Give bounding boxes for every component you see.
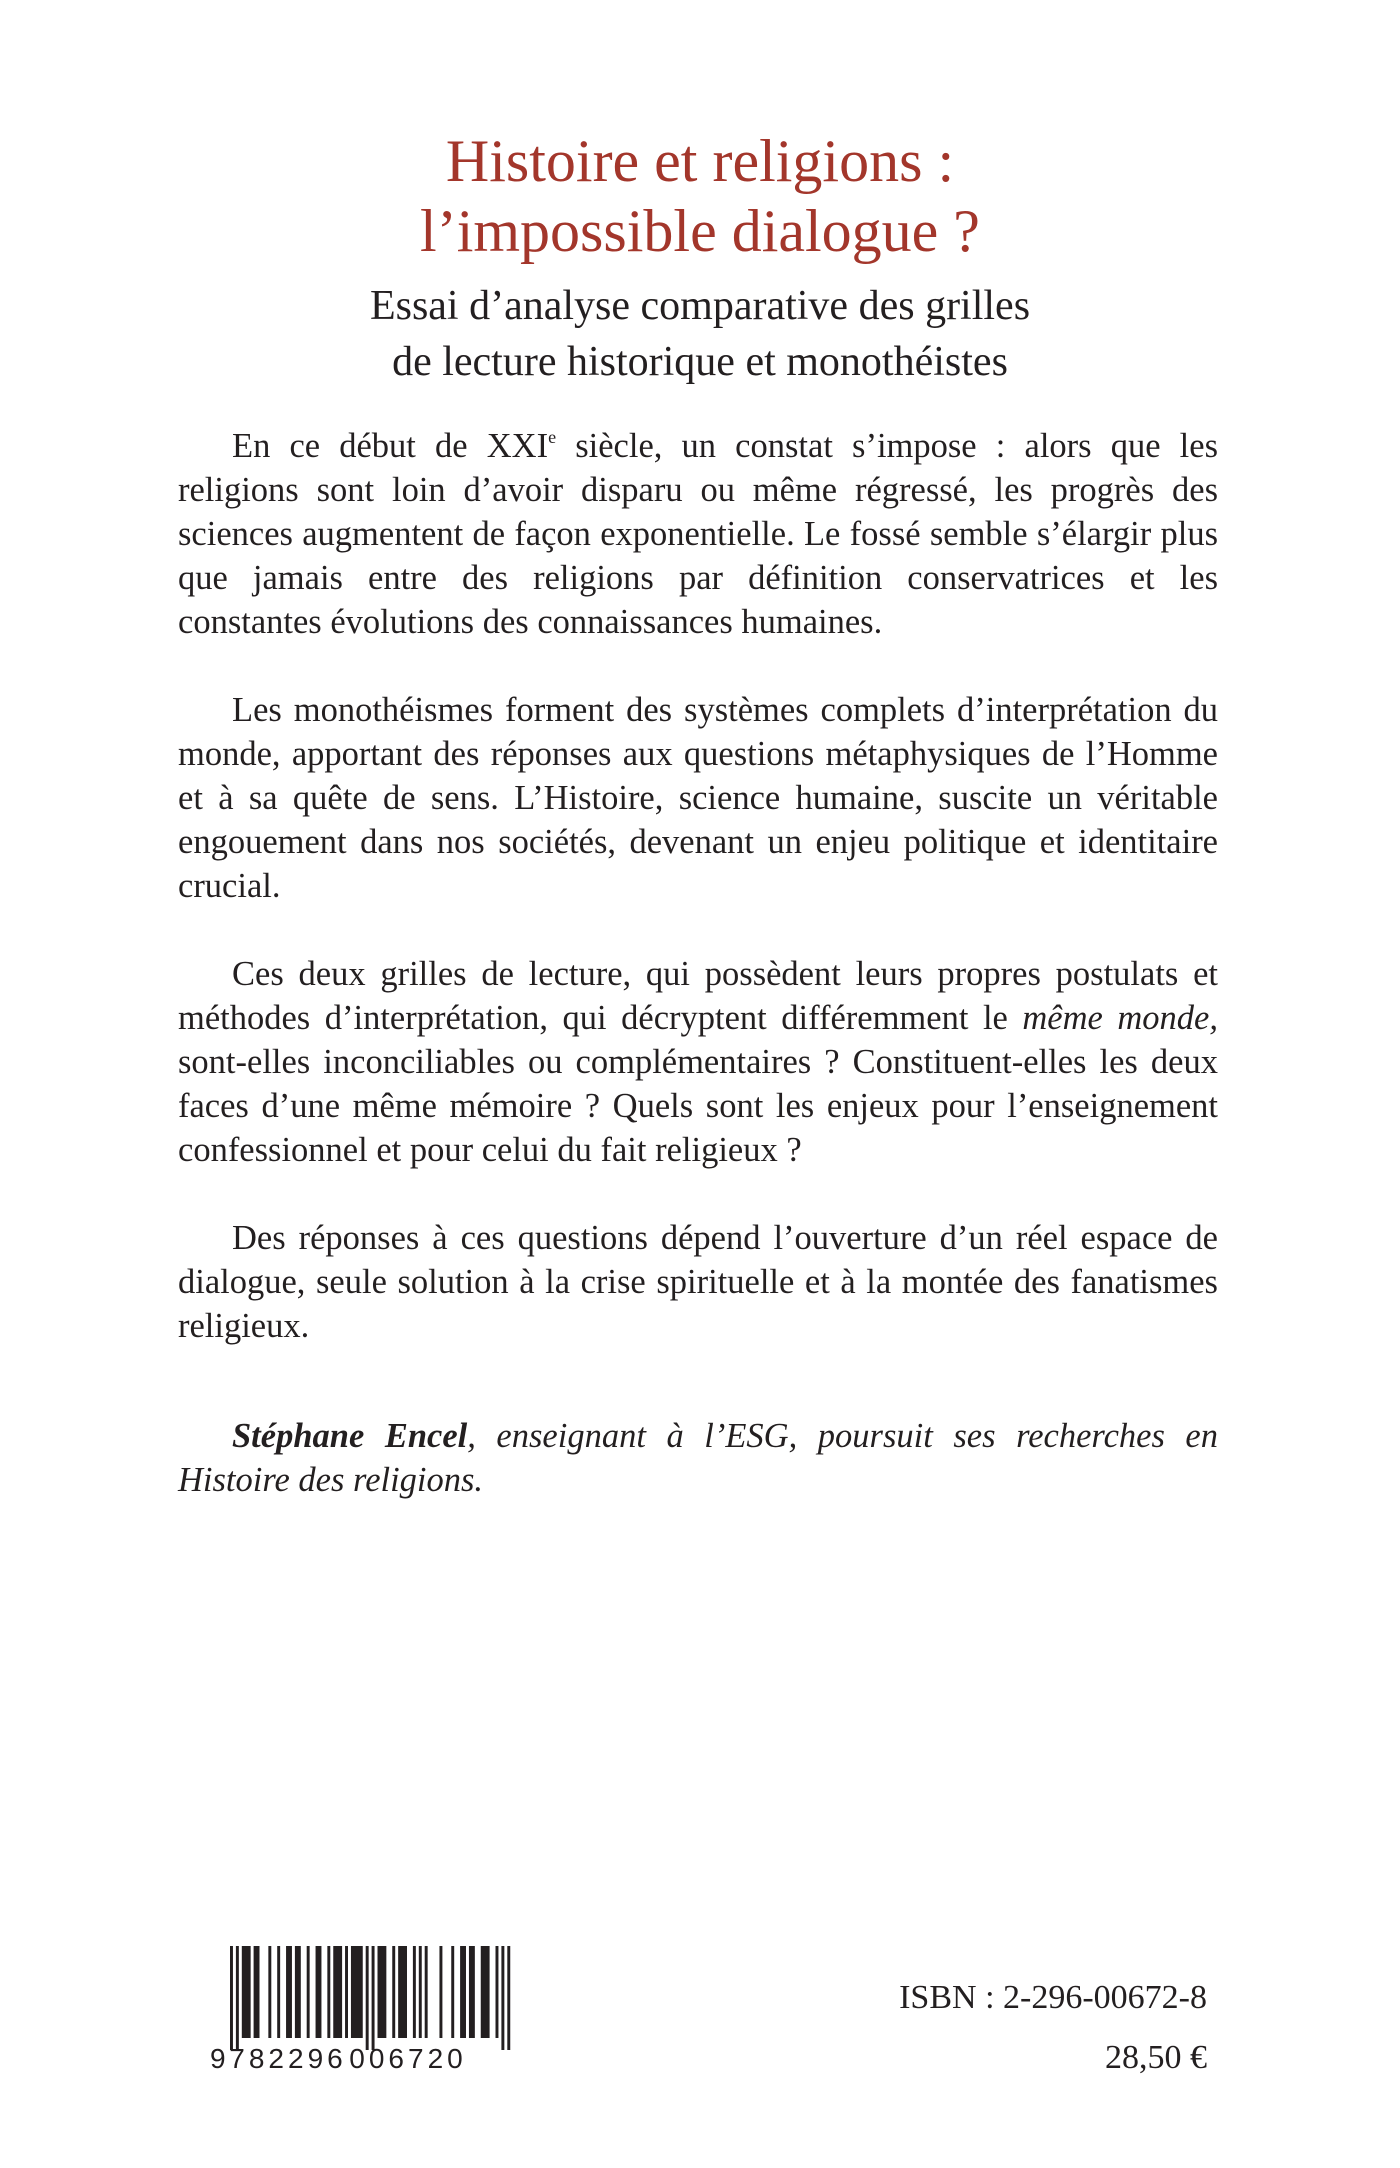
barcode-bar: [419, 1946, 422, 2038]
barcode-bar: [496, 1946, 499, 2038]
p3-rest: sont-elles inconciliables ou complémentaires ? Constituent-elles les deux faces d’une même mémoire ? Quels sont les enjeux pour l’enseignement confessionnel et pour celui du fait religieux ?: [178, 1043, 1218, 1169]
barcode-first-digit: 9: [210, 2043, 226, 2074]
barcode-bar: [254, 1946, 260, 2038]
barcode-bar: [316, 1946, 322, 2038]
barcode-bar: [295, 1946, 301, 2038]
p3-start: Ces deux grilles de lecture, qui possèdent leurs propres postulats et méthodes d’interprétation, qui décryptent différemment le: [178, 955, 1218, 1037]
p3-italic: même monde,: [1022, 999, 1218, 1037]
barcode-bar: [469, 1946, 475, 2038]
barcode-bar: [439, 1946, 442, 2038]
p1-start: En ce début de XXI: [232, 427, 549, 465]
barcode-bar: [372, 1946, 375, 2050]
barcode-bar: [507, 1946, 510, 2050]
barcode-bar: [451, 1946, 454, 2038]
barcode-bar: [286, 1946, 292, 2038]
blurb-paragraph-1: [178, 424, 1218, 644]
title-line-2: l’impossible dialogue ?: [420, 198, 980, 264]
blurb-paragraph-3: [178, 952, 1218, 1172]
barcode-bar: [307, 1946, 310, 2038]
barcode-bar: [236, 1946, 239, 2050]
barcode-bar: [392, 1946, 395, 2038]
barcode-right-group: 006720: [349, 2043, 467, 2074]
book-subtitle: [0, 278, 1400, 390]
author-name: Stéphane Encel: [232, 1417, 468, 1455]
author-bio: , enseignant à l’ESG, poursuit ses recherches en Histoire des religions.: [178, 1417, 1218, 1499]
barcode-bar: [333, 1946, 342, 2038]
blurb-paragraph-4: Des réponses à ces questions dépend l’ouverture d’un réel espace de dialogue, seule solution à la crise spirituelle et à la montée des fanatismes religieux.: [178, 1219, 1218, 1345]
barcode-bar: [242, 1946, 251, 2038]
blurb-paragraph-2: Les monothéismes forment des systèmes complets d’interprétation du monde, apportant des réponses aux questions métaphysiques de l’Homme et à sa quête de sens. L’Histoire, science humaine, suscite un véritable engouement dans nos sociétés, devenant un enjeu politique et identitaire crucial.: [178, 691, 1218, 905]
price: 28,50 €: [1105, 2039, 1207, 2076]
barcode-bar: [413, 1946, 416, 2038]
barcode-bar: [460, 1946, 466, 2038]
p1-rest: siècle, un constat s’impose : alors que les religions sont loin d’avoir disparu ou même régressé, les progrès des sciences augmentent de façon exponentielle. Le fossé semble s’élargir plus que jamais entre des religions par définition conservatrices et les constantes évolutions des connaissances humaines.: [178, 427, 1218, 641]
barcode-bar: [425, 1946, 428, 2038]
author-note: [178, 1414, 1218, 1502]
barcode-bar: [345, 1946, 348, 2038]
barcode-bar: [481, 1946, 490, 2038]
barcode-bar: [501, 1946, 504, 2050]
barcode-bar: [366, 1946, 369, 2050]
title-line-1: Histoire et religions :: [445, 128, 955, 194]
barcode-bar: [327, 1946, 330, 2038]
barcode-bar: [268, 1946, 271, 2038]
book-title: [0, 126, 1400, 266]
isbn: ISBN : 2-296-00672-8: [899, 1979, 1207, 2016]
barcode-left-group: 782296: [229, 2043, 347, 2074]
barcode-graphic: [208, 1944, 538, 2074]
barcode-bar: [277, 1946, 280, 2038]
barcode-bar: [378, 1946, 387, 2038]
century-superscript: e: [548, 427, 557, 447]
barcode: [208, 1944, 538, 2074]
barcode-bar: [351, 1946, 363, 2038]
subtitle-line-1: Essai d’analyse comparative des grilles: [369, 283, 1031, 329]
barcode-bar: [398, 1946, 407, 2038]
blurb: [178, 424, 1218, 1392]
barcode-bar: [230, 1946, 233, 2050]
subtitle-line-2: de lecture historique et monothéistes: [392, 339, 1008, 385]
